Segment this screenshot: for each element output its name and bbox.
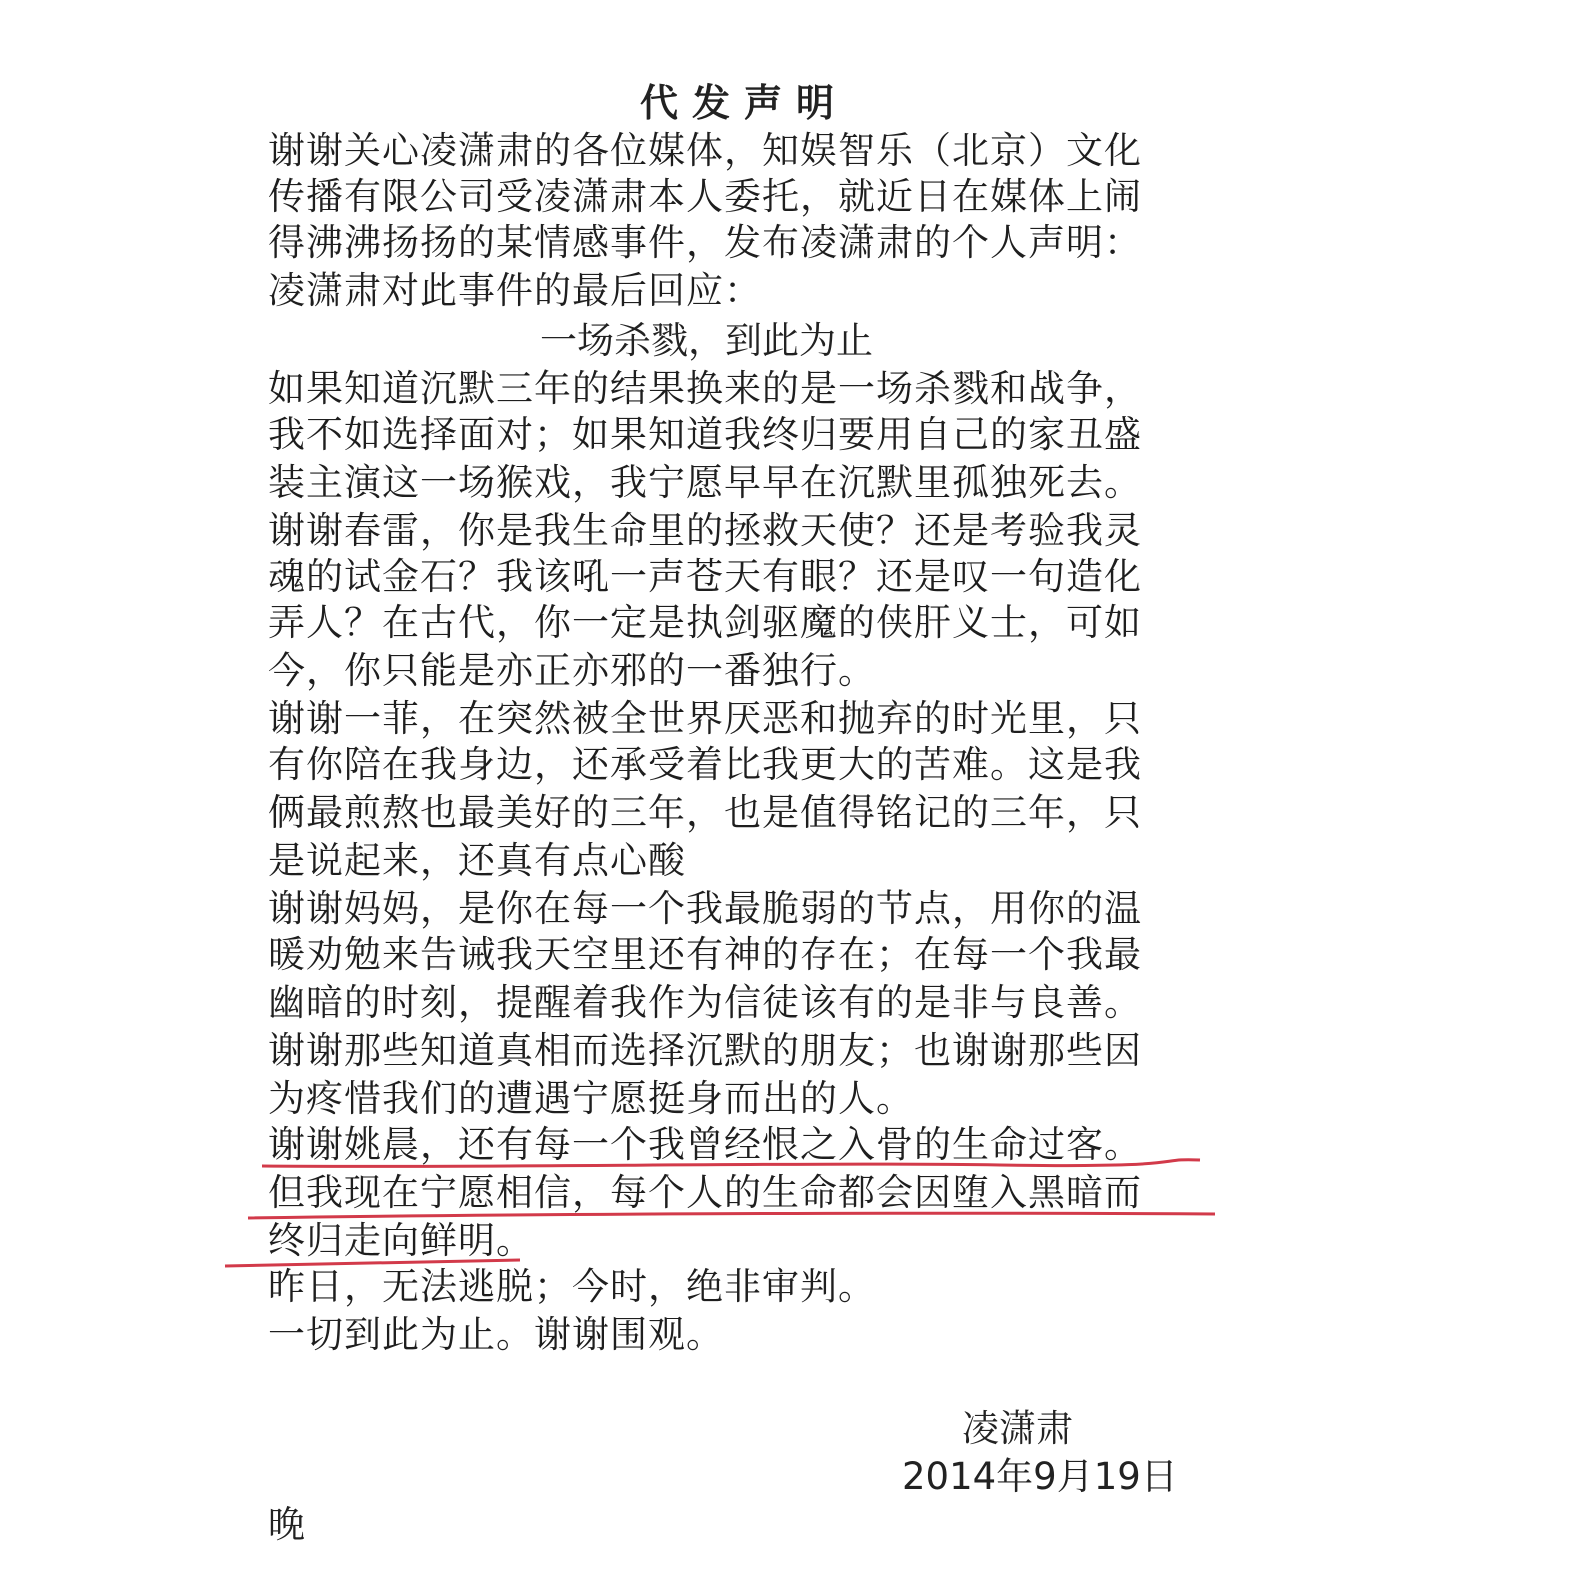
body-line: 是说起来，还真有点心酸	[268, 839, 686, 882]
body-line: 弄人？在古代，你一定是执剑驱魔的侠肝义士，可如	[268, 601, 1142, 644]
body-line: 有你陪在我身边，还承受着比我更大的苦难。这是我	[268, 743, 1142, 786]
body-line: 装主演这一场猴戏，我宁愿早早在沉默里孤独死去。	[268, 461, 1142, 504]
body-line: 谢谢一菲，在突然被全世界厌恶和抛弃的时光里，只	[268, 697, 1142, 740]
body-line: 暖劝勉来告诫我天空里还有神的存在；在每一个我最	[268, 933, 1142, 976]
body-line: 昨日，无法逃脱；今时，绝非审判。	[268, 1265, 876, 1308]
body-line: 如果知道沉默三年的结果换来的是一场杀戮和战争，	[268, 367, 1142, 410]
body-line: 幽暗的时刻，提醒着我作为信徒该有的是非与良善。	[268, 981, 1142, 1024]
intro-line: 传播有限公司受凌潇肃本人委托，就近日在媒体上闹	[268, 175, 1142, 218]
statement-subtitle: 一场杀戮，到此为止	[540, 319, 873, 362]
body-line: 我不如选择面对；如果知道我终归要用自己的家丑盛	[268, 413, 1142, 456]
body-line: 终归走向鲜明。	[268, 1219, 534, 1262]
document-title: 代发声明	[640, 81, 849, 125]
intro-line: 凌潇肃对此事件的最后回应：	[268, 269, 762, 312]
signature-name: 凌潇肃	[962, 1407, 1073, 1450]
signature-date: 2014年9月19日	[902, 1455, 1178, 1498]
intro-line: 谢谢关心凌潇肃的各位媒体，知娱智乐（北京）文化	[268, 129, 1142, 172]
body-line: 谢谢那些知道真相而选择沉默的朋友；也谢谢那些因	[268, 1029, 1142, 1072]
body-line: 俩最煎熬也最美好的三年，也是值得铭记的三年，只	[268, 791, 1142, 834]
body-line: 一切到此为止。谢谢围观。	[268, 1313, 724, 1356]
body-line: 今，你只能是亦正亦邪的一番独行。	[268, 649, 876, 692]
body-line: 谢谢妈妈，是你在每一个我最脆弱的节点，用你的温	[268, 887, 1142, 930]
body-line: 谢谢春雷，你是我生命里的拯救天使？还是考验我灵	[268, 509, 1142, 552]
body-line: 魂的试金石？我该吼一声苍天有眼？还是叹一句造化	[268, 555, 1142, 598]
intro-line: 得沸沸扬扬的某情感事件，发布凌潇肃的个人声明：	[268, 221, 1142, 264]
signature-time: 晚	[268, 1503, 305, 1546]
body-line: 谢谢姚晨，还有每一个我曾经恨之入骨的生命过客。	[268, 1123, 1142, 1166]
body-line: 为疼惜我们的遭遇宁愿挺身而出的人。	[268, 1077, 914, 1120]
body-line: 但我现在宁愿相信，每个人的生命都会因堕入黑暗而	[268, 1171, 1142, 1214]
